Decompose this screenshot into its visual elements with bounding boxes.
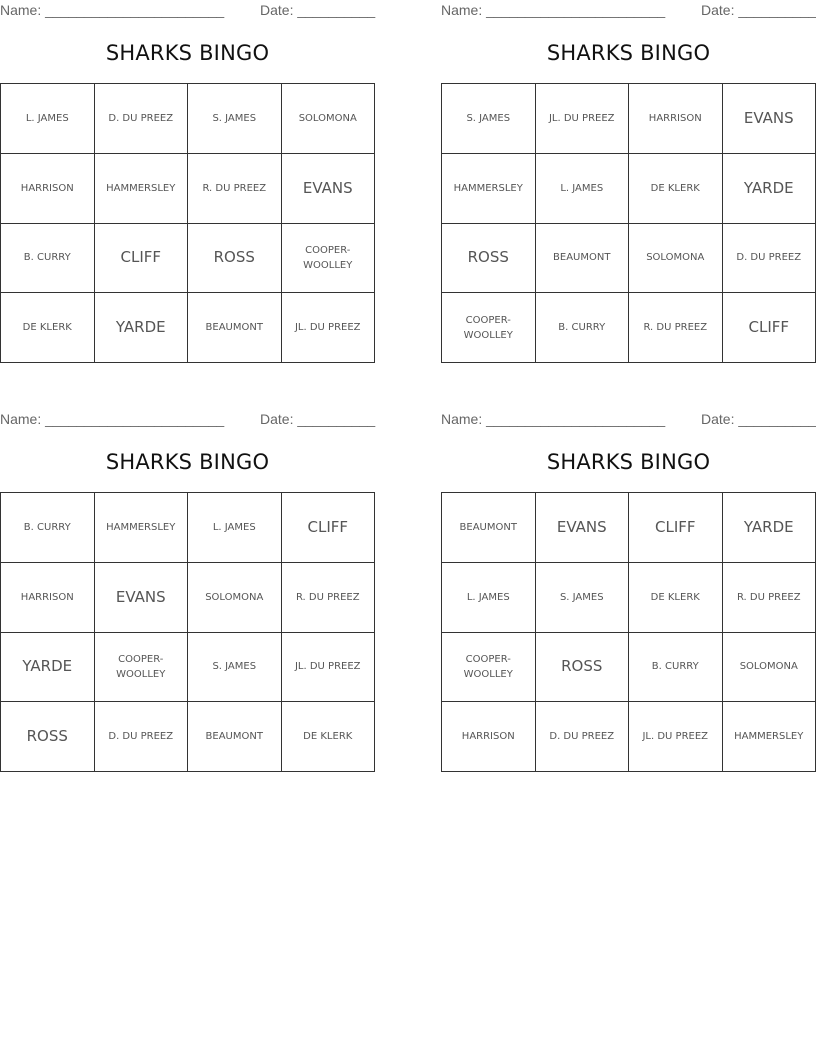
bingo-cell: HAMMERSLEY <box>95 154 189 224</box>
bingo-cell: ROSS <box>442 224 536 294</box>
bingo-cell: CLIFF <box>723 293 816 363</box>
bingo-cell: JL. DU PREEZ <box>282 293 376 363</box>
bingo-cell: JL. DU PREEZ <box>629 702 723 772</box>
bingo-cell: HARRISON <box>1 563 95 633</box>
name-line <box>441 2 665 18</box>
bingo-grid <box>0 83 375 363</box>
card-title: SHARKS BINGO <box>105 41 270 65</box>
bingo-cell: B. CURRY <box>629 633 723 703</box>
name-line <box>441 411 665 427</box>
bingo-cell: D. DU PREEZ <box>723 224 816 294</box>
card-title: SHARKS BINGO <box>105 450 270 474</box>
bingo-cell: R. DU PREEZ <box>723 563 816 633</box>
bingo-cell: COOPER-WOOLLEY <box>282 224 376 294</box>
bingo-cell: B. CURRY <box>536 293 630 363</box>
bingo-cell: YARDE <box>723 154 816 224</box>
bingo-cell: SOLOMONA <box>723 633 816 703</box>
date-blank: __________ <box>738 411 816 427</box>
bingo-cell: DE KLERK <box>629 154 723 224</box>
bingo-cell: DE KLERK <box>282 702 376 772</box>
bingo-cell: S. JAMES <box>442 84 536 154</box>
bingo-cell: COOPER-WOOLLEY <box>442 633 536 703</box>
name-label: Name: <box>441 2 483 18</box>
bingo-cell: SOLOMONA <box>629 224 723 294</box>
date-line <box>260 2 375 18</box>
bingo-cell: HAMMERSLEY <box>723 702 816 772</box>
date-line <box>260 411 375 427</box>
bingo-cell: ROSS <box>188 224 282 294</box>
bingo-cell: SOLOMONA <box>282 84 376 154</box>
bingo-cell: CLIFF <box>282 493 376 563</box>
bingo-cell: COOPER-WOOLLEY <box>95 633 189 703</box>
date-line <box>701 2 816 18</box>
bingo-cell: DE KLERK <box>629 563 723 633</box>
date-label: Date: <box>701 411 735 427</box>
bingo-cell: EVANS <box>95 563 189 633</box>
bingo-cell: D. DU PREEZ <box>95 702 189 772</box>
bingo-cell: S. JAMES <box>188 633 282 703</box>
name-blank: _______________________ <box>486 411 666 427</box>
bingo-cell: HAMMERSLEY <box>442 154 536 224</box>
bingo-cell: JL. DU PREEZ <box>282 633 376 703</box>
name-blank: _______________________ <box>45 411 225 427</box>
bingo-cell: L. JAMES <box>188 493 282 563</box>
bingo-cell: S. JAMES <box>188 84 282 154</box>
bingo-cell: ROSS <box>536 633 630 703</box>
bingo-cell: L. JAMES <box>1 84 95 154</box>
date-blank: __________ <box>738 2 816 18</box>
bingo-cell: CLIFF <box>95 224 189 294</box>
bingo-cell: ROSS <box>1 702 95 772</box>
name-label: Name: <box>0 2 42 18</box>
name-label: Name: <box>0 411 42 427</box>
bingo-cell: S. JAMES <box>536 563 630 633</box>
name-blank: _______________________ <box>45 2 225 18</box>
bingo-cell: D. DU PREEZ <box>536 702 630 772</box>
bingo-cell: B. CURRY <box>1 224 95 294</box>
bingo-cell: BEAUMONT <box>188 702 282 772</box>
bingo-cell: JL. DU PREEZ <box>536 84 630 154</box>
info-line <box>0 411 375 429</box>
bingo-cell: COOPER-WOOLLEY <box>442 293 536 363</box>
date-blank: __________ <box>297 2 376 18</box>
card-title: SHARKS BINGO <box>546 41 711 65</box>
bingo-cell: YARDE <box>723 493 816 563</box>
name-blank: _______________________ <box>486 2 666 18</box>
bingo-grid <box>0 492 375 772</box>
bingo-cell: EVANS <box>723 84 816 154</box>
date-label: Date: <box>701 2 735 18</box>
bingo-cell: HARRISON <box>629 84 723 154</box>
card-title: SHARKS BINGO <box>546 450 711 474</box>
bingo-cell: CLIFF <box>629 493 723 563</box>
bingo-grid <box>441 492 816 772</box>
bingo-cell: B. CURRY <box>1 493 95 563</box>
bingo-cell: EVANS <box>536 493 630 563</box>
bingo-cell: EVANS <box>282 154 376 224</box>
bingo-cell: L. JAMES <box>536 154 630 224</box>
bingo-cell: YARDE <box>95 293 189 363</box>
bingo-cell: YARDE <box>1 633 95 703</box>
bingo-cell: BEAUMONT <box>442 493 536 563</box>
bingo-cell: L. JAMES <box>442 563 536 633</box>
bingo-grid <box>441 83 816 363</box>
bingo-cell: SOLOMONA <box>188 563 282 633</box>
bingo-cell: D. DU PREEZ <box>95 84 189 154</box>
date-label: Date: <box>260 2 294 18</box>
name-line <box>0 411 224 427</box>
bingo-cell: HARRISON <box>442 702 536 772</box>
name-label: Name: <box>441 411 483 427</box>
date-label: Date: <box>260 411 294 427</box>
bingo-cell: R. DU PREEZ <box>282 563 376 633</box>
bingo-cell: R. DU PREEZ <box>629 293 723 363</box>
date-line <box>701 411 816 427</box>
info-line <box>441 2 816 20</box>
bingo-cell: BEAUMONT <box>188 293 282 363</box>
bingo-cell: DE KLERK <box>1 293 95 363</box>
info-line <box>0 2 375 20</box>
bingo-cell: HAMMERSLEY <box>95 493 189 563</box>
name-line <box>0 2 224 18</box>
bingo-cell: BEAUMONT <box>536 224 630 294</box>
info-line <box>441 411 816 429</box>
date-blank: __________ <box>297 411 376 427</box>
bingo-cell: R. DU PREEZ <box>188 154 282 224</box>
bingo-cell: HARRISON <box>1 154 95 224</box>
